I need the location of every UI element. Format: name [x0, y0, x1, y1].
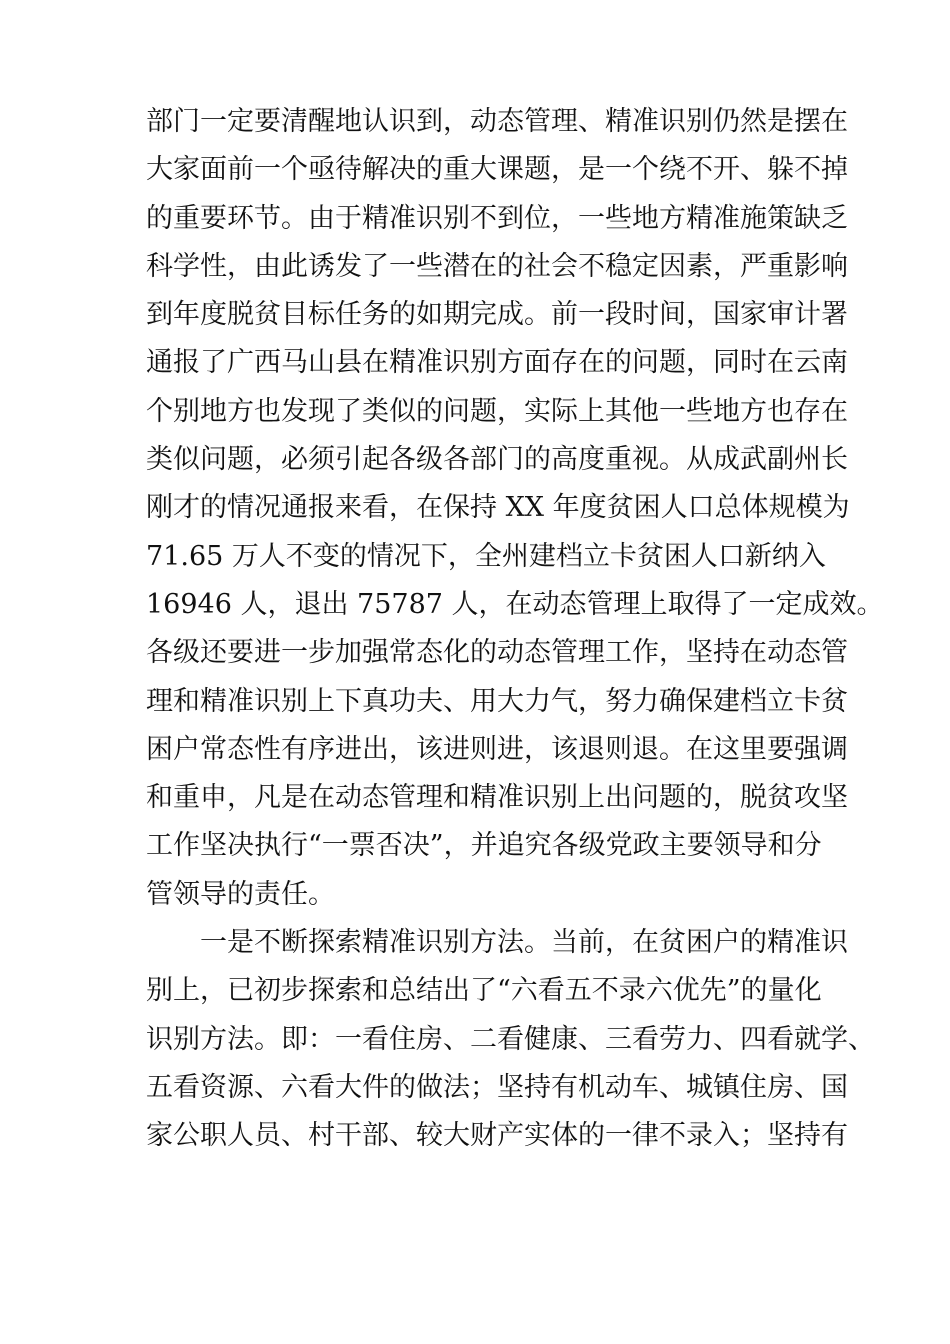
text-line: 类似问题，必须引起各级各部门的高度重视。从成武副州长: [146, 444, 848, 476]
text-line: [146, 1161, 816, 1209]
text-line: 71.65 万人不变的情况下，全州建档立卡贫困人口新纳入: [146, 540, 826, 572]
body-text: [146, 98, 884, 1209]
text-line: 大家面前一个亟待解决的重大课题，是一个绕不开、躲不掉: [146, 154, 848, 186]
text-line: 工作坚决执行“一票否决”，并追究各级党政主要领导和分: [146, 830, 822, 862]
text-line: 各级还要进一步加强常态化的动态管理工作，坚持在动态管: [146, 637, 848, 669]
text-line: 家公职人员、村干部、较大财产实体的一律不录入；坚持有: [146, 1120, 848, 1152]
text-line: 五看资源、六看大件的做法；坚持有机动车、城镇住房、国: [146, 1071, 848, 1103]
text-line: 个别地方也发现了类似的问题，实际上其他一些地方也存在: [146, 395, 848, 427]
text-line: 到年度脱贫目标任务的如期完成。前一段时间，国家审计署: [146, 299, 848, 331]
text-line: 困户常态性有序进出，该进则进，该退则退。在这里要强调: [146, 733, 848, 765]
text-line: 科学性，由此诱发了一些潜在的社会不稳定因素，严重影响: [146, 250, 848, 282]
text-line: 和重申，凡是在动态管理和精准识别上出问题的，脱贫攻坚: [146, 782, 848, 814]
text-line: 一是不断探索精准识别方法。当前，在贫困户的精准识: [200, 927, 848, 959]
text-line: 刚才的情况通报来看，在保持 XX 年度贫困人口总体规模为: [146, 492, 850, 524]
text-line: 通报了广西马山县在精准识别方面存在的问题，同时在云南: [146, 347, 848, 379]
text-line: 16946 人，退出 75787 人，在动态管理上取得了一定成效。: [146, 588, 884, 620]
text-line: 部门一定要清醒地认识到，动态管理、精准识别仍然是摆在: [146, 106, 848, 137]
text-line: 理和精准识别上下真功夫、用大力气，努力确保建档立卡贫: [146, 685, 848, 717]
text-line: 别上，已初步探索和总结出了“六看五不录六优先”的量化: [146, 975, 822, 1007]
text-line: 识别方法。即：一看住房、二看健康、三看劳力、四看就学、: [146, 1023, 875, 1055]
paragraph-2: [146, 919, 875, 1209]
text-line: 的重要环节。由于精准识别不到位，一些地方精准施策缺乏: [146, 202, 848, 234]
paragraph-1: [146, 98, 884, 919]
text-line: 管领导的责任。: [146, 878, 335, 910]
